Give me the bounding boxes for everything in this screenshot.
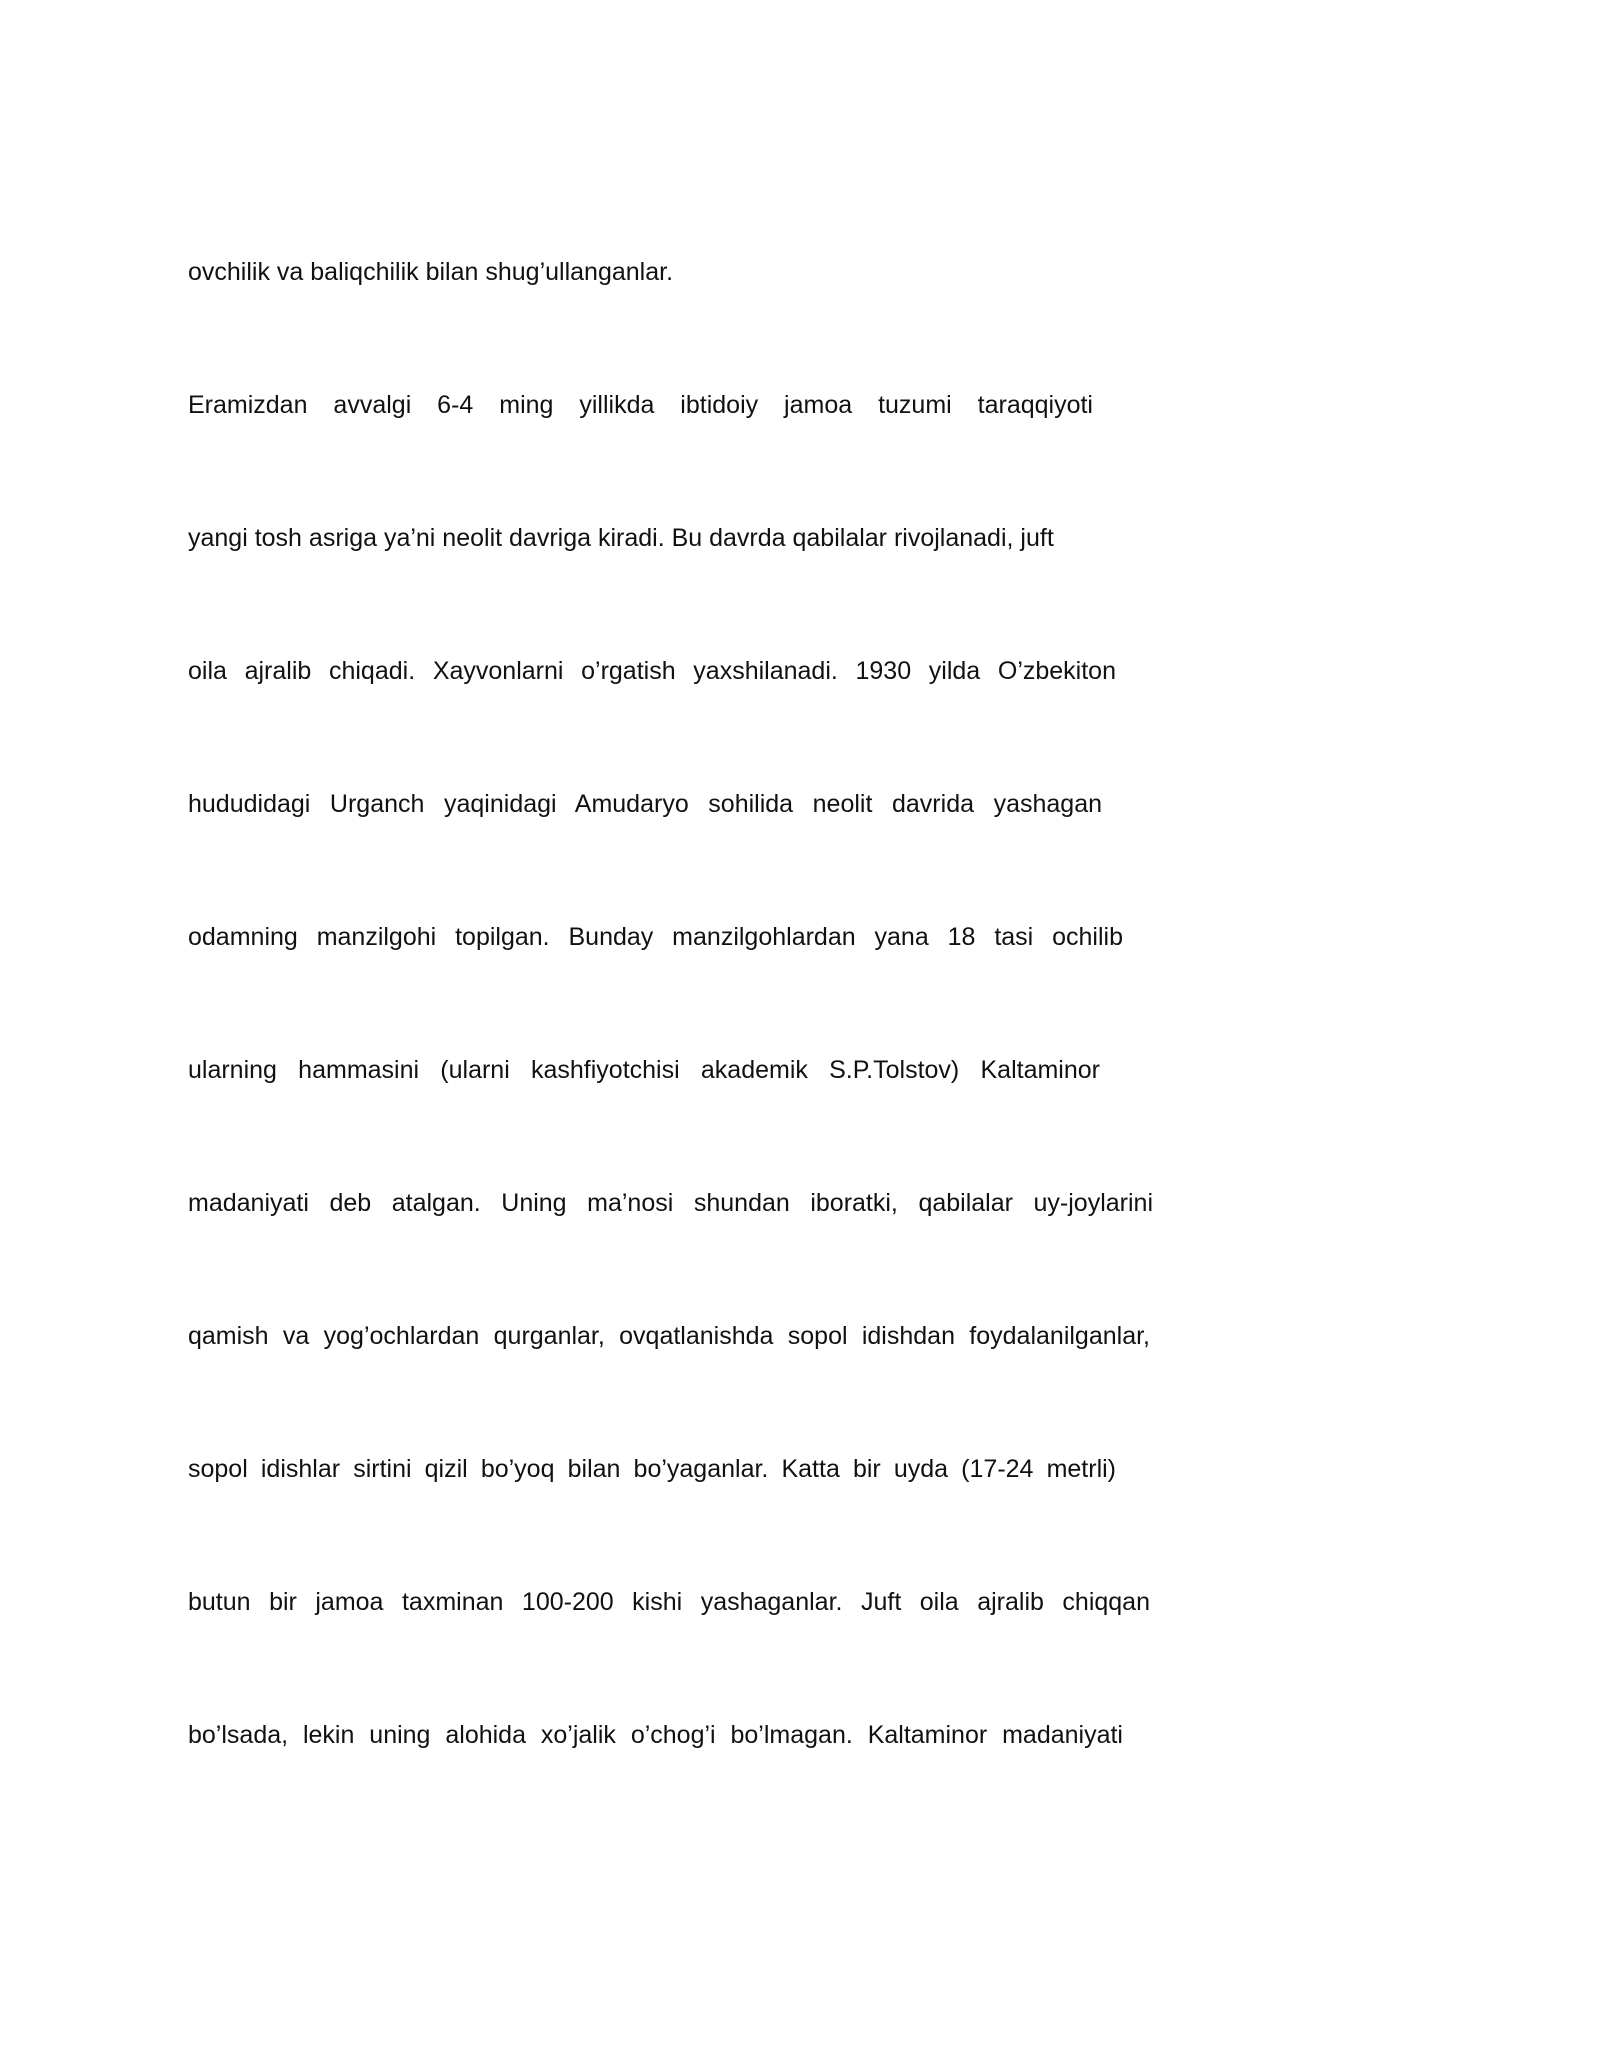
text-line-4: oila ajralib chiqadi. Xayvonlarni o’rgatish yaxshilanadi. 1930 yilda O’zbekiton	[188, 657, 1116, 685]
text-line-9: qamish va yog’ochlardan qurganlar, ovqatlanishda sopol idishdan foydalanilganlar,	[188, 1322, 1150, 1350]
text-line-3: yangi tosh asriga ya’ni neolit davriga kiradi. Bu davrda qabilalar rivojlanadi, juft	[188, 524, 1054, 552]
text-line-11: butun bir jamoa taxminan 100-200 kishi yashaganlar. Juft oila ajralib chiqqan	[188, 1588, 1150, 1616]
text-line-8: madaniyati deb atalgan. Uning ma’nosi shundan iboratki, qabilalar uy-joylarini	[188, 1189, 1153, 1217]
text-line-2: Eramizdan avvalgi 6-4 ming yillikda ibtidoiy jamoa tuzumi taraqqiyoti	[188, 391, 1093, 419]
text-line-1: ovchilik va baliqchilik bilan shug’ullanganlar.	[188, 258, 674, 286]
body-text	[188, 248, 1168, 1844]
text-line-7: ularning hammasini (ularni kashfiyotchisi akademik S.P.Tolstov) Kaltaminor	[188, 1056, 1100, 1084]
text-line-6: odamning manzilgohi topilgan. Bunday manzilgohlardan yana 18 tasi ochilib	[188, 923, 1123, 951]
text-line-10: sopol idishlar sirtini qizil bo’yoq bilan bo’yaganlar. Katta bir uyda (17-24 metrli)	[188, 1455, 1116, 1483]
text-line-12: bo’lsada, lekin uning alohida xo’jalik o’chog’i bo’lmagan. Kaltaminor madaniyati	[188, 1721, 1123, 1749]
text-line-5: hududidagi Urganch yaqinidagi Amudaryo sohilida neolit davrida yashagan	[188, 790, 1102, 818]
